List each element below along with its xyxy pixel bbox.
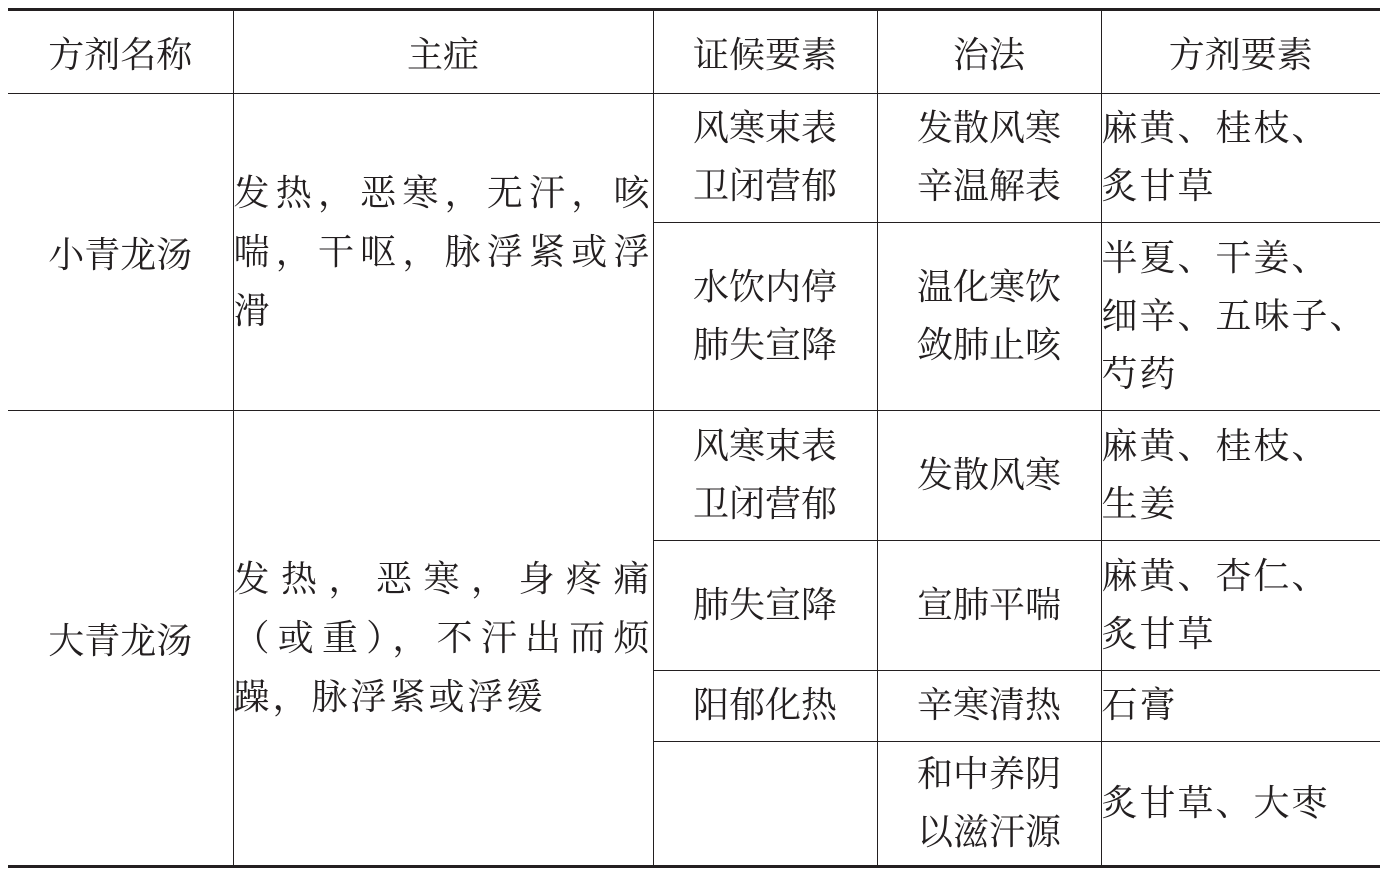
- method-cell: [877, 223, 1101, 411]
- header-formula-name: 方剂名称: [8, 10, 233, 94]
- cell-line: 生姜: [1101, 483, 1178, 525]
- herbs-cell: [1101, 94, 1380, 223]
- cell-line: 肺失宣降: [692, 324, 837, 366]
- syndrome-cell: [653, 94, 877, 223]
- herbs-cell: [1101, 541, 1380, 671]
- table-row: [8, 94, 1380, 223]
- cell-line: 石膏: [1101, 685, 1178, 726]
- cell-line: 发散风寒: [916, 454, 1061, 496]
- formula-name-cell: 小青龙汤: [8, 94, 233, 411]
- cell-line: 麻黄、杏仁、: [1101, 555, 1330, 597]
- header-syndrome-elements: 证候要素: [653, 10, 877, 94]
- method-cell: [877, 742, 1101, 867]
- syndrome-cell: [653, 671, 877, 742]
- cell-line: 肺失宣降: [692, 584, 837, 626]
- herbs-cell: [1101, 671, 1380, 742]
- cell-line: 炙甘草、大枣: [1101, 782, 1330, 824]
- main-symptoms-cell: 发热，恶寒，无汗，咳喘，干呕，脉浮紧或浮滑: [233, 94, 653, 411]
- cell-line: 宣肺平喘: [916, 584, 1061, 626]
- formula-comparison-table: [8, 8, 1380, 868]
- syndrome-cell: [653, 742, 877, 867]
- herbs-cell: [1101, 223, 1380, 411]
- table-row: [8, 411, 1380, 541]
- cell-line: 阳郁化热: [692, 685, 837, 726]
- cell-line: 辛寒清热: [916, 685, 1061, 726]
- cell-line: 麻黄、桂枝、: [1101, 425, 1330, 467]
- cell-line: 辛温解表: [916, 166, 1061, 207]
- cell-line: 细辛、五味子、: [1101, 295, 1368, 337]
- header-row: [8, 10, 1380, 94]
- cell-line: 麻黄、桂枝、: [1101, 108, 1330, 149]
- herbs-cell: [1101, 411, 1380, 541]
- cell-line: 风寒束表: [692, 425, 837, 467]
- cell-line: 敛肺止咳: [916, 324, 1061, 366]
- cell-line: 炙甘草: [1101, 613, 1216, 655]
- syndrome-cell: [653, 411, 877, 541]
- cell-line: 水饮内停: [692, 266, 837, 308]
- cell-line: 以滋汗源: [916, 811, 1061, 853]
- method-cell: [877, 94, 1101, 223]
- formula-name-cell: 大青龙汤: [8, 411, 233, 867]
- cell-line: 炙甘草: [1101, 166, 1216, 207]
- method-cell: [877, 671, 1101, 742]
- cell-line: 发散风寒: [916, 108, 1061, 149]
- cell-line: 芍药: [1101, 353, 1178, 395]
- cell-line: 温化寒饮: [916, 266, 1061, 308]
- syndrome-cell: [653, 541, 877, 671]
- cell-line: 和中养阴: [916, 753, 1061, 795]
- main-symptoms-cell: 发热，恶寒，身疼痛（或重），不汗出而烦躁，脉浮紧或浮缓: [233, 411, 653, 867]
- cell-line: 半夏、干姜、: [1101, 237, 1330, 279]
- cell-line: 卫闭营郁: [692, 483, 837, 525]
- header-treatment-method: 治法: [877, 10, 1101, 94]
- cell-line: 卫闭营郁: [692, 166, 837, 207]
- herbs-cell: [1101, 742, 1380, 867]
- header-formula-elements: 方剂要素: [1101, 10, 1380, 94]
- method-cell: [877, 411, 1101, 541]
- cell-line: 风寒束表: [692, 108, 837, 149]
- syndrome-cell: [653, 223, 877, 411]
- header-main-symptoms: 主症: [233, 10, 653, 94]
- method-cell: [877, 541, 1101, 671]
